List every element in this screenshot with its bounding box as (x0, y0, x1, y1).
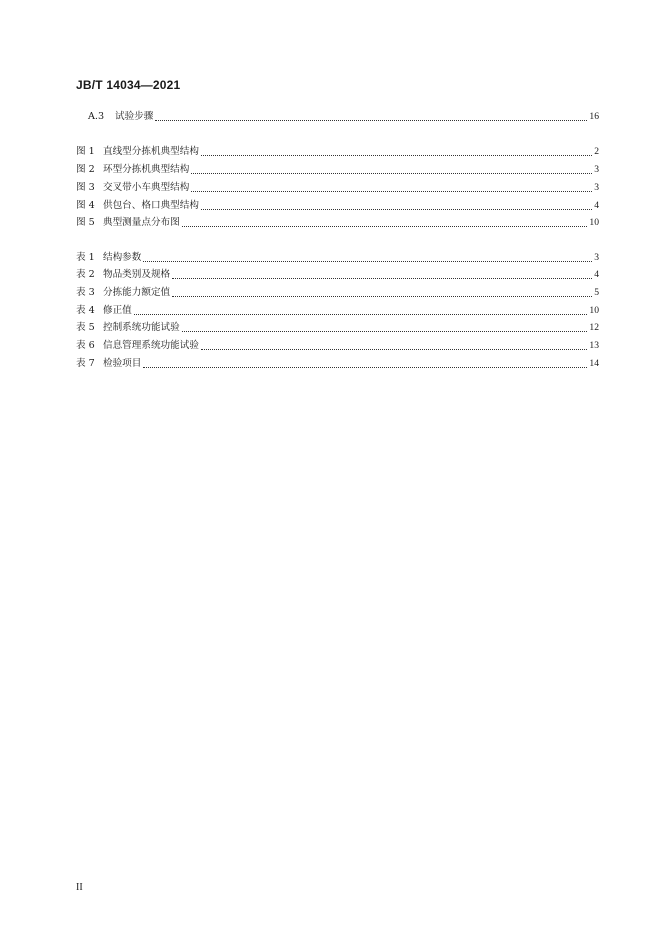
toc-leader-dots (201, 349, 587, 350)
toc-entry-number: 表 7 (76, 358, 95, 369)
standard-code: JB/T 14034—2021 (76, 78, 181, 92)
toc-entry-table-7[interactable] (76, 357, 599, 371)
toc-entry-number: A.3 (88, 111, 105, 122)
toc-entry-number: 表 3 (76, 287, 95, 298)
toc-entry-title: 分拣能力额定值 (103, 287, 171, 298)
toc-entry-page: 4 (594, 269, 599, 280)
toc-entry-page: 12 (589, 322, 599, 333)
toc-entry-title: 控制系统功能试验 (103, 322, 180, 333)
toc-entry-page: 3 (594, 182, 599, 193)
toc-entry-title: 交叉带小车典型结构 (103, 182, 190, 193)
toc-entry-title: 试验步骤 (115, 111, 154, 122)
toc-entry-table-5[interactable] (76, 321, 599, 335)
toc-leader-dots (182, 331, 588, 332)
toc-entry-page: 14 (589, 358, 599, 369)
toc-entry-table-2[interactable] (76, 268, 599, 282)
toc-entry-number: 表 5 (76, 322, 95, 333)
toc-entry-number: 图 2 (76, 164, 95, 175)
toc-leader-dots (143, 367, 587, 368)
toc-entry-figure-5[interactable] (76, 216, 599, 230)
toc-entry-page: 13 (589, 340, 599, 351)
toc-entry-number: 图 1 (76, 146, 95, 157)
toc-leader-dots (143, 261, 592, 262)
toc-entry-title: 典型测量点分布图 (103, 217, 180, 228)
toc-entry-number: 图 4 (76, 200, 95, 211)
toc-entry-title: 信息管理系统功能试验 (103, 340, 199, 351)
toc-entry-figure-4[interactable] (76, 199, 599, 213)
toc-leader-dots (172, 278, 592, 279)
toc-leader-dots (201, 209, 592, 210)
toc-entry-number: 表 6 (76, 340, 95, 351)
toc-entry-title: 直线型分拣机典型结构 (103, 146, 199, 157)
toc-leader-dots (191, 173, 592, 174)
toc-leader-dots (201, 155, 592, 156)
toc-entry-title: 物品类别及规格 (103, 269, 171, 280)
toc-entry-page: 2 (594, 146, 599, 157)
toc-entry-number: 表 2 (76, 269, 95, 280)
toc-leader-dots (134, 314, 588, 315)
toc-entry-figure-2[interactable] (76, 163, 599, 177)
toc-entry-page: 10 (589, 217, 599, 228)
toc-entry-page: 5 (594, 287, 599, 298)
toc-entry-page: 3 (594, 252, 599, 263)
toc-entry-table-1[interactable] (76, 251, 599, 265)
toc-entry-number: 图 3 (76, 182, 95, 193)
toc-entry-page: 16 (589, 111, 599, 122)
toc-entry-number: 表 4 (76, 305, 95, 316)
page-numeral: II (76, 882, 83, 893)
toc-entry-page: 3 (594, 164, 599, 175)
toc-entry-page: 4 (594, 200, 599, 211)
toc-entry-page: 10 (589, 305, 599, 316)
toc-leader-dots (172, 296, 592, 297)
toc-entry-number: 图 5 (76, 217, 95, 228)
toc-entry-table-3[interactable] (76, 286, 599, 300)
toc-entry-title: 修正值 (103, 305, 132, 316)
toc-entry-figure-3[interactable] (76, 181, 599, 195)
toc-leader-dots (155, 120, 587, 121)
toc-leader-dots (182, 226, 588, 227)
toc-entry-a3[interactable] (88, 110, 599, 124)
toc-entry-table-6[interactable] (76, 339, 599, 353)
toc-entry-figure-1[interactable] (76, 145, 599, 159)
toc-entry-title: 供包台、格口典型结构 (103, 200, 199, 211)
toc-entry-title: 检验项目 (103, 358, 142, 369)
toc-entry-title: 结构参数 (103, 252, 142, 263)
toc-leader-dots (191, 191, 592, 192)
toc-entry-title: 环型分拣机典型结构 (103, 164, 190, 175)
toc-entry-number: 表 1 (76, 252, 95, 263)
toc-entry-table-4[interactable] (76, 304, 599, 318)
